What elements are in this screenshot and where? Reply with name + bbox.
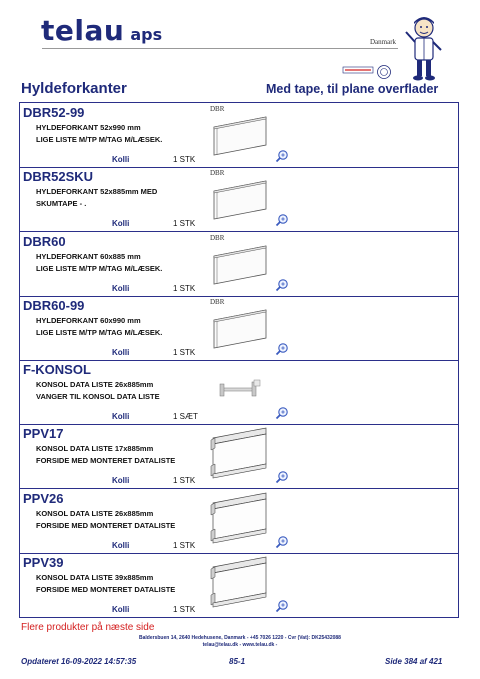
product-code[interactable]: PPV26 bbox=[23, 490, 64, 506]
product-row bbox=[20, 232, 458, 297]
unit-label: Kolli bbox=[112, 604, 130, 614]
product-row bbox=[20, 296, 458, 361]
zoom-icon[interactable] bbox=[275, 149, 289, 163]
quantity-label: 1 STK bbox=[173, 219, 196, 229]
product-description: KONSOL DATA LISTE 17x885mm bbox=[36, 444, 154, 454]
quantity-label: 1 STK bbox=[173, 347, 196, 357]
profile-strip-icon bbox=[208, 426, 268, 484]
zoom-icon[interactable] bbox=[275, 406, 289, 420]
product-row bbox=[20, 167, 458, 232]
image-label: DBR bbox=[210, 297, 225, 306]
product-description-detail: LIGE LISTE M/TP M/TAG M/LÆSEK. bbox=[36, 135, 163, 144]
product-description: KONSOL DATA LISTE 26x885mm bbox=[36, 508, 154, 518]
quantity-label: 1 STK bbox=[173, 283, 196, 293]
unit-label: Kolli bbox=[112, 540, 130, 550]
brand-suffix: aps bbox=[130, 25, 163, 44]
zoom-icon[interactable] bbox=[275, 470, 289, 484]
product-code[interactable]: DBR52SKU bbox=[23, 169, 94, 185]
product-description: HYLDEFORKANT 52x990 mm bbox=[36, 123, 141, 132]
more-products-notice: Flere produkter på næste side bbox=[21, 622, 155, 633]
header-rule bbox=[42, 48, 398, 49]
product-code[interactable]: PPV39 bbox=[23, 554, 64, 570]
quantity-label: 1 SÆT bbox=[173, 412, 198, 421]
updated-timestamp: Opdateret 16-09-2022 14:57:35 bbox=[21, 657, 137, 666]
product-row bbox=[20, 103, 458, 168]
product-code[interactable]: DBR60 bbox=[23, 233, 66, 249]
product-description-detail: VANGER TIL KONSOL DATA LISTE bbox=[36, 392, 160, 401]
country-label: Danmark bbox=[370, 38, 397, 46]
bracket-icon bbox=[208, 362, 268, 420]
page-subtitle: Med tape, til plane overflader bbox=[266, 82, 439, 96]
product-description-detail: FORSIDE MED MONTERET DATALISTE bbox=[36, 584, 176, 594]
zoom-icon[interactable] bbox=[275, 278, 289, 292]
product-description-detail: LIGE LISTE M/TP M/TAG M/LÆSEK. bbox=[36, 263, 163, 273]
product-description: KONSOL DATA LISTE 39x885mm bbox=[36, 572, 154, 582]
page-number: Side 384 af 421 bbox=[385, 657, 443, 666]
quantity-label: 1 STK bbox=[173, 476, 196, 486]
product-description-detail: LIGE LISTE M/TP M/TAG M/LÆSEK. bbox=[36, 327, 163, 337]
flat-strip-icon bbox=[208, 298, 268, 356]
product-description-detail: FORSIDE MED MONTERET DATALISTE bbox=[36, 456, 176, 466]
product-list bbox=[19, 102, 459, 618]
product-code[interactable]: DBR52-99 bbox=[23, 105, 85, 120]
unit-label: Kolli bbox=[112, 219, 130, 229]
product-code[interactable]: F-KONSOL bbox=[23, 362, 91, 377]
unit-label: Kolli bbox=[112, 476, 130, 486]
zoom-icon[interactable] bbox=[275, 342, 289, 356]
product-description: HYLDEFORKANT 60x885 mm bbox=[36, 251, 141, 261]
brand-logo bbox=[41, 14, 162, 47]
product-description: HYLDEFORKANT 60x990 mm bbox=[36, 315, 141, 325]
mascot-icon bbox=[404, 14, 444, 82]
page-header bbox=[0, 0, 480, 80]
image-label: DBR bbox=[210, 233, 225, 242]
product-code[interactable]: DBR60-99 bbox=[23, 297, 85, 313]
unit-label: Kolli bbox=[112, 412, 130, 421]
product-row bbox=[20, 360, 458, 425]
product-row bbox=[20, 553, 458, 617]
quantity-label: 1 STK bbox=[173, 604, 196, 614]
flat-strip-icon bbox=[208, 169, 268, 227]
flat-strip-icon bbox=[208, 234, 268, 292]
product-description: HYLDEFORKANT 52x885mm MED bbox=[36, 187, 158, 197]
product-row bbox=[20, 489, 458, 554]
product-description-detail: FORSIDE MED MONTERET DATALISTE bbox=[36, 520, 176, 530]
product-row bbox=[20, 424, 458, 489]
unit-label: Kolli bbox=[112, 347, 130, 357]
company-address: Baldersbuen 14, 2640 Hedehusene, Danmark - +45 7026 1220 - Cvr (Vat): DK25432088 bbox=[139, 635, 341, 641]
product-description: KONSOL DATA LISTE 26x885mm bbox=[36, 380, 154, 389]
unit-label: Kolli bbox=[112, 155, 130, 164]
product-description-detail: SKUMTAPE - . bbox=[36, 199, 87, 209]
brand-name: telau bbox=[41, 14, 125, 47]
page-title: Hyldeforkanter bbox=[21, 80, 127, 97]
quantity-label: 1 STK bbox=[173, 540, 196, 550]
product-code[interactable]: PPV17 bbox=[23, 426, 64, 442]
zoom-icon[interactable] bbox=[275, 599, 289, 613]
quantity-label: 1 STK bbox=[173, 155, 196, 164]
image-label: DBR bbox=[210, 105, 225, 113]
profile-strip-icon bbox=[208, 491, 268, 549]
image-label: DBR bbox=[210, 169, 225, 178]
profile-strip-icon bbox=[208, 555, 268, 613]
section-number: 85-1 bbox=[229, 657, 246, 666]
unit-label: Kolli bbox=[112, 283, 130, 293]
zoom-icon[interactable] bbox=[275, 213, 289, 227]
company-contact: telau@telau.dk - www.telau.dk - bbox=[202, 642, 278, 648]
flat-strip-icon bbox=[208, 105, 268, 163]
zoom-icon[interactable] bbox=[275, 535, 289, 549]
certification-seal-icon bbox=[342, 64, 394, 80]
